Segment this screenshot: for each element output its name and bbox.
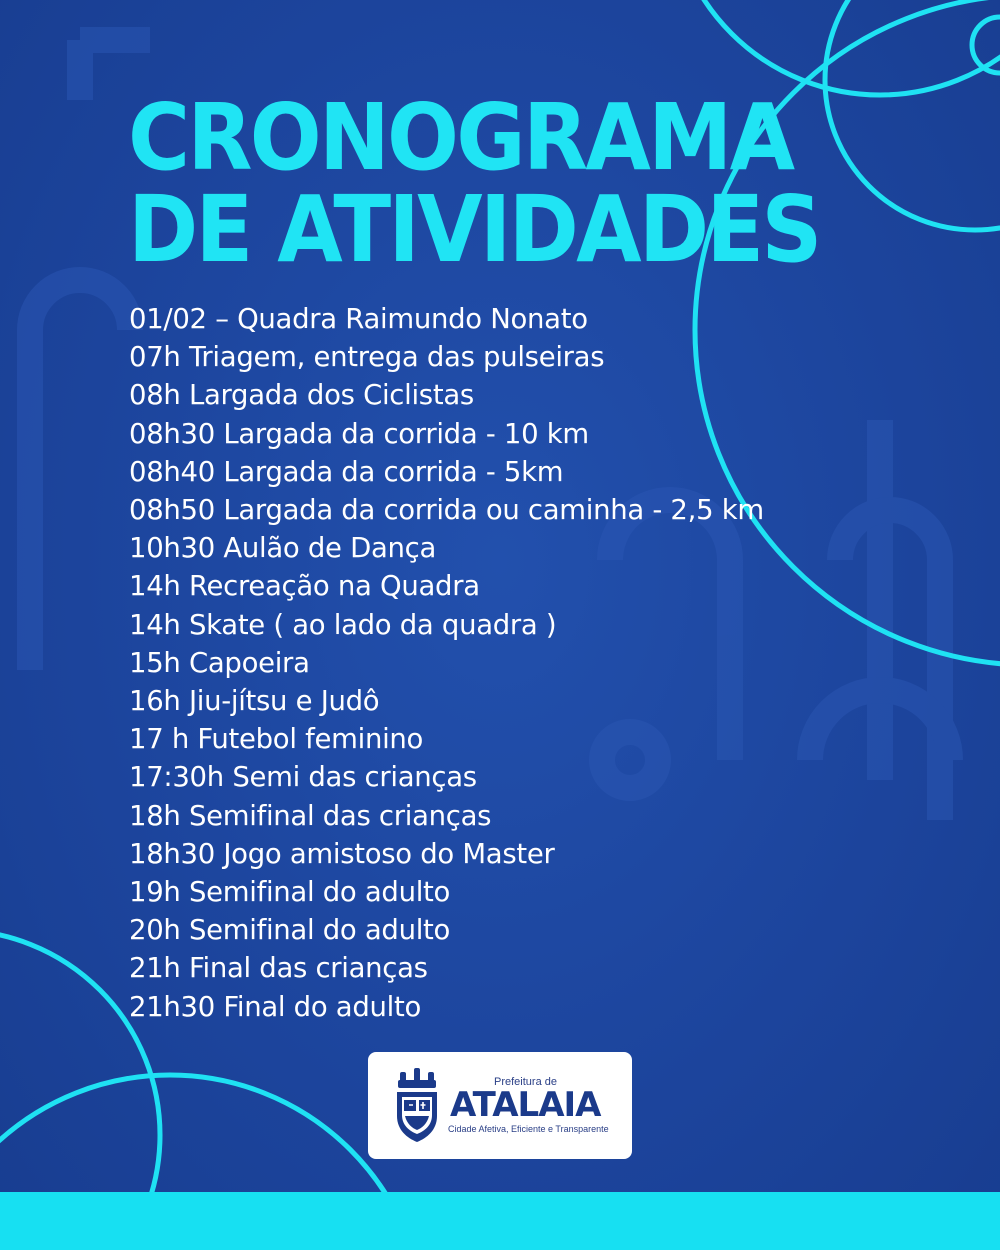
schedule-item: 21h30 Final do adulto <box>129 990 421 1023</box>
schedule-item: 18h30 Jogo amistoso do Master <box>129 837 555 870</box>
logo-name: ATALAIA <box>450 1085 601 1125</box>
schedule-item: 08h30 Largada da corrida - 10 km <box>129 417 589 450</box>
bottom-band <box>0 1192 1000 1250</box>
schedule-item: 14h Recreação na Quadra <box>129 570 480 603</box>
schedule-item: 20h Semifinal do adulto <box>129 914 451 947</box>
schedule-list <box>129 300 764 1026</box>
schedule-item: 10h30 Aulão de Dança <box>129 532 437 565</box>
schedule-item: 17 h Futebol feminino <box>129 723 424 756</box>
schedule-item: 16h Jiu-jítsu e Judô <box>129 685 380 718</box>
schedule-item: 14h Skate ( ao lado da quadra ) <box>129 608 557 641</box>
schedule-item: 08h Largada dos Ciclistas <box>129 379 474 412</box>
schedule-item: 18h Semifinal das crianças <box>129 799 492 832</box>
atalaia-logo-card <box>368 1052 632 1159</box>
schedule-item: 15h Capoeira <box>129 646 310 679</box>
title-line-2: DE ATIVIDADES <box>128 176 820 283</box>
schedule-item: 17:30h Semi das crianças <box>129 761 477 794</box>
schedule-item: 08h40 Largada da corrida - 5km <box>129 455 564 488</box>
title-line-1: CRONOGRAMA <box>128 84 793 191</box>
schedule-item: 01/02 – Quadra Raimundo Nonato <box>129 303 588 335</box>
page-title <box>128 84 820 283</box>
schedule-item: 19h Semifinal do adulto <box>129 876 451 909</box>
schedule-item: 08h50 Largada da corrida ou caminha - 2,5 km <box>129 494 764 527</box>
logo-tagline: Cidade Afetiva, Eficiente e Transparente <box>448 1124 609 1134</box>
schedule-item: 07h Triagem, entrega das pulseiras <box>129 341 605 374</box>
schedule-item: 21h Final das crianças <box>129 952 428 985</box>
city-crest-icon <box>392 1066 442 1144</box>
logo-prefix: Prefeitura de <box>494 1076 557 1088</box>
